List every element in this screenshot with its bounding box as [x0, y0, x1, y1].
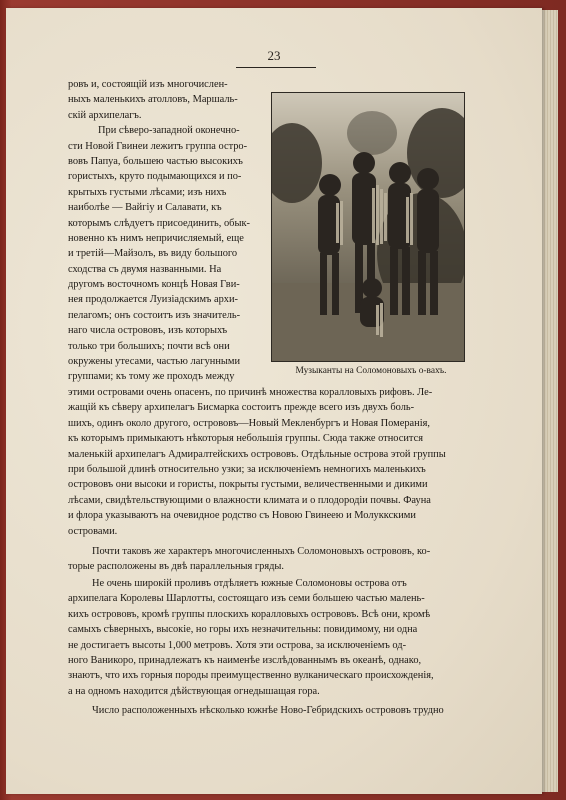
paragraph-bismarck [68, 385, 466, 539]
text-line: наиболѣе — Вайгіу и Салавати, къ [68, 202, 222, 214]
paragraph-solomon [68, 544, 466, 575]
text-line: окружены утесами, частью лагунными [68, 356, 241, 368]
text-line: и флора указываютъ на очевидное родство съ Новою Гвинеею и Молуккскими [68, 510, 416, 522]
text-line: нея продолжается Луизіадскимъ архи- [68, 294, 239, 306]
text-line: торые расположены въ двѣ параллельныя гряды. [68, 561, 284, 573]
text-line: острововъ они высоки и гористы, покрыты густыми, величественными и дикими [68, 479, 428, 491]
text-line: Не очень широкій проливъ отдѣляетъ южные Соломоновы острова отъ [92, 578, 407, 589]
text-line: только три большихъ; почти всѣ они [68, 340, 230, 352]
text-line: знаютъ, что ихъ горныя породы преимущественно вулканическаго происхожденія, [68, 670, 434, 682]
header-rule [236, 67, 316, 68]
text-line: къ которымъ примыкаютъ нѣкоторыя небольшія группы. Сюда также относится [68, 433, 423, 445]
text-line: лѣсами, свидѣтельствующими о влажности климата и о плодородіи почвы. Фауна [68, 494, 431, 506]
text-line: не достигаетъ высоты 1,000 метровъ. Хотя эти острова, за исключеніемъ од- [68, 639, 407, 651]
text-line: жащій къ сѣверу архипелагъ Бисмарка состоитъ прежде всего изъ двухъ боль- [68, 402, 415, 414]
text-line: наго числа острововъ, изъ которыхъ [68, 325, 228, 337]
text-line: При сѣверо-западной оконечно- [98, 125, 240, 137]
text-line: группами; къ тому же проходъ между [68, 371, 235, 383]
text-line: Число расположенныхъ нѣсколько южнѣе Ново-Гебридскихъ острововъ трудно [92, 705, 444, 716]
photograph-of-musicians-with-panpipes [271, 92, 465, 362]
text-line: сходства съ двумя названными. На [68, 263, 222, 275]
text-line: другомъ восточномъ концѣ Новая Гви- [68, 279, 240, 291]
text-line: ровъ и, состоящій изъ многочислен- [68, 79, 228, 90]
text-line: а на одномъ находится дѣйствующая огнедышащая гора. [68, 685, 320, 697]
paragraph-new-hebrides [68, 703, 466, 718]
figure-caption: Музыканты на Соломоновыхъ о-вахъ. [295, 366, 447, 376]
text-line: гористыхъ, круто подымающихся и по- [68, 171, 242, 183]
text-line: ного Ваникоро, принадлежатъ къ наименѣе изслѣдованнымъ въ океанѣ, однако, [68, 654, 422, 666]
text-line: при большой длинѣ относительно узки; за исключеніемъ немногихъ маленькихъ [68, 463, 426, 475]
text-line: которымъ слѣдуетъ присоединить, обык- [68, 217, 250, 229]
text-line: вовъ Папуа, большею частью высокихъ [68, 155, 243, 167]
text-line: маленькій архипелагъ Адмиралтейскихъ острововъ. Отдѣльные острова этой группы [68, 448, 446, 460]
text-line: шихъ, одинъ около другого, острововъ—Новый Мекленбургъ и Новая Померанія, [68, 417, 430, 429]
text-line: крытыхъ густыми лѣсами; изъ нихъ [68, 186, 227, 198]
text-line: Почти таковъ же характеръ многочисленныхъ Соломоновыхъ острововъ, ко- [92, 546, 431, 557]
paragraph-queen-charlotte [68, 576, 466, 699]
text-line: и третій—Майзолъ, въ виду большого [68, 248, 238, 260]
page-number: 23 [267, 48, 281, 63]
text-line: самыхъ сѣверныхъ, высокіе, но горы ихъ незначительны: повидимому, ни одна [68, 624, 418, 636]
text-line: островами. [68, 525, 118, 537]
left-column-text [68, 77, 264, 385]
text-line: ныхъ маленькихъ атолловъ, Маршаль- [68, 94, 238, 106]
text-line: сти Новой Гвинеи лежитъ группа остро- [68, 140, 248, 152]
text-line: этими островами очень опасенъ, по причинѣ множества коралловыхъ рифовъ. Ле- [68, 387, 433, 398]
text-line: кихъ острововъ, кромѣ группы плоскихъ коралловыхъ острововъ. Всѣ они, кромѣ [68, 608, 431, 620]
text-line: пелагомъ; онъ состоитъ изъ значитель- [68, 309, 241, 321]
book-page [6, 8, 542, 794]
page-edges [542, 10, 558, 792]
text-line: новенно къ нимъ непричисляемый, еще [68, 232, 244, 244]
text-line: скій архипелагъ. [68, 109, 142, 121]
text-line: архипелага Королевы Шарлотты, состоящаго изъ семи большею частью малень- [68, 593, 425, 605]
